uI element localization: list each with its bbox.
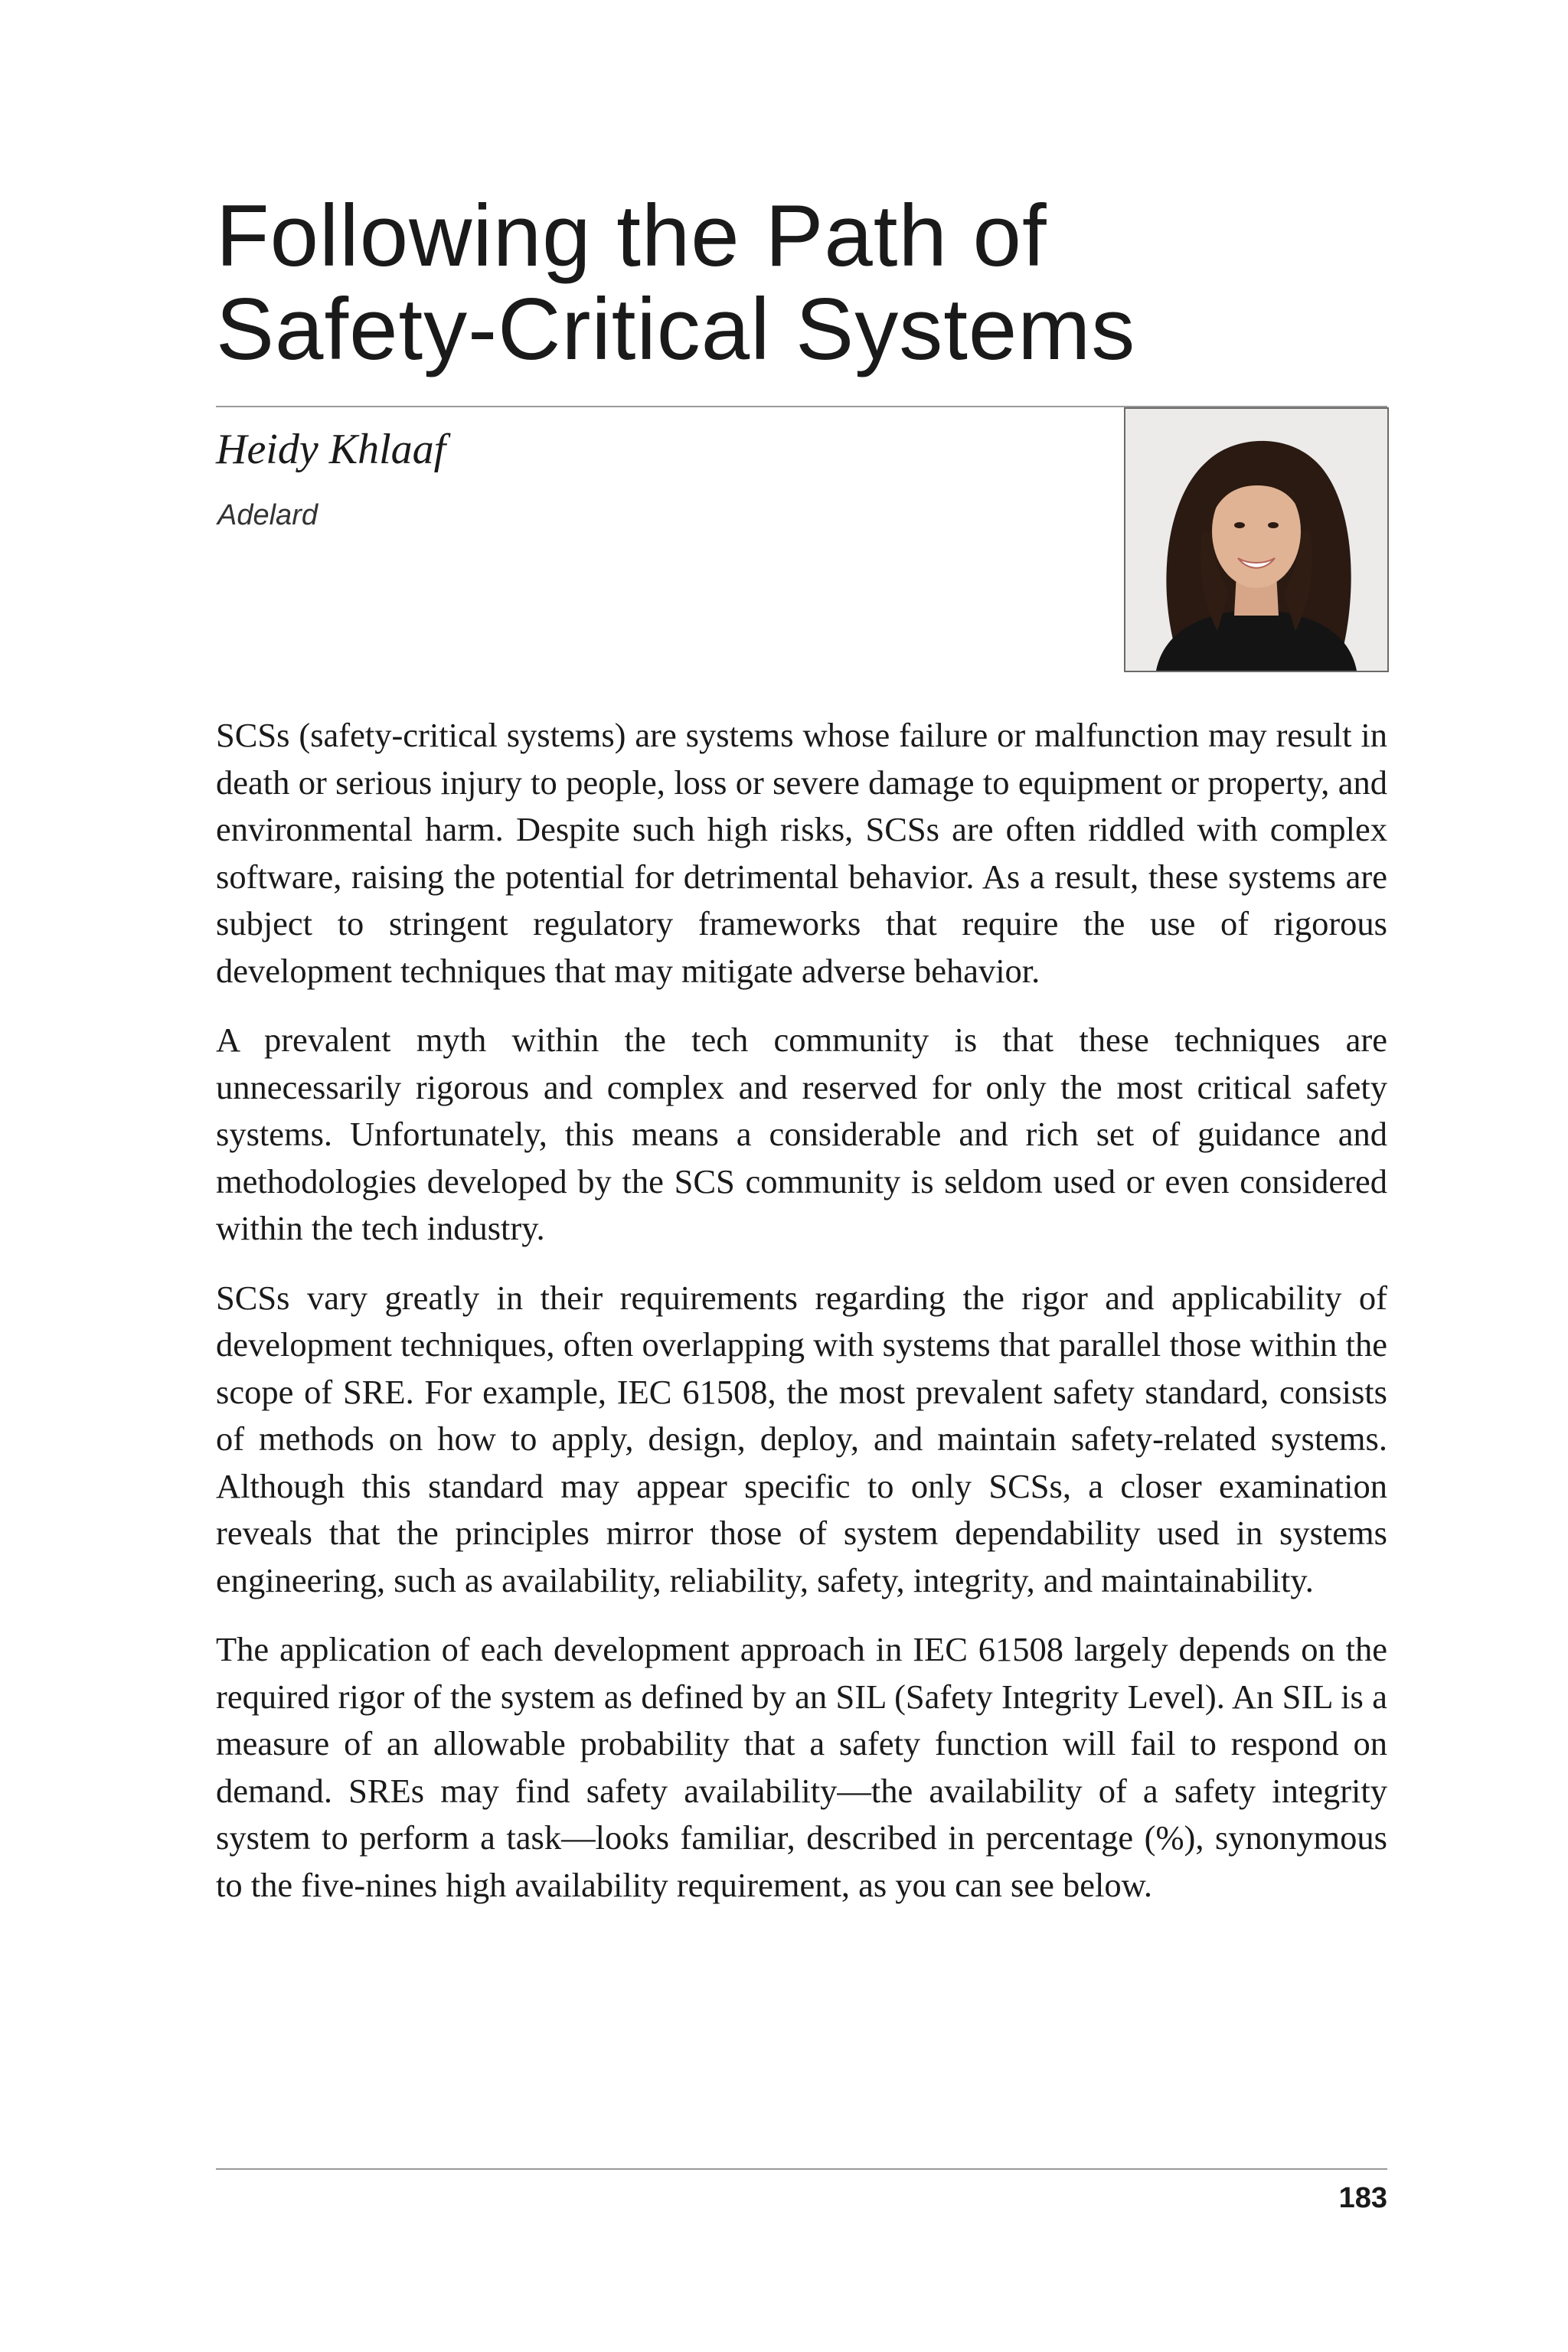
author-name: Heidy Khlaaf bbox=[216, 426, 446, 473]
chapter-title-line-1: Following the Path of bbox=[216, 188, 1047, 285]
body-paragraph-4: The application of each development approach in IEC 61508 largely depends on the required rigor of the system as defined by an SIL (Safety Integrity Level). An SIL is a measure of an allowable probability that a safety function will fail to respond on demand. SREs may find safety availability—the availability of a safety integrity system to perform a task—looks familiar, described in percentage (%), synonymous to the five-nines high availability requirement, as you can see below. bbox=[216, 1630, 1387, 1904]
author-affiliation: Adelard bbox=[217, 499, 318, 531]
body-paragraph-1: SCSs (safety-critical systems) are systems whose failure or malfunction may result in death or serious injury to people, loss or severe damage to equipment or property, and environmental harm. Despite such high risks, SCSs are often riddled with complex software, raising the potential for detrimental behavior. As a result, these systems are subject to stringent regulatory frameworks that require the use of rigorous development techniques that may mitigate adverse behavior. bbox=[216, 716, 1387, 990]
body-paragraph-3: SCSs vary greatly in their requirements regarding the rigor and applicability of development techniques, often overlapping with systems that parallel those within the scope of SRE. For example, IEC 61508, the most prevalent safety standard, consists of methods on how to apply, design, deploy, and maintain safety-related systems. Although this standard may appear specific to only SCSs, a closer examination reveals that the principles mirror those of system dependability used in systems engineering, such as availability, reliability, safety, integrity, and maintainability. bbox=[216, 1278, 1387, 1599]
body-paragraph-2: A prevalent myth within the tech community is that these techniques are unnecessarily rigorous and complex and reserved for only the most critical safety systems. Unfortunately, this means a considerable and rich set of guidance and methodologies developed by the SCS community is seldom used or even considered within the tech industry. bbox=[216, 1021, 1387, 1247]
chapter-title-line-2: Safety-Critical Systems bbox=[216, 281, 1136, 378]
chapter-body bbox=[216, 712, 1387, 1931]
page-number: 183 bbox=[1338, 2182, 1387, 2214]
chapter-title bbox=[216, 190, 1395, 377]
footer-divider bbox=[216, 2168, 1387, 2170]
author-portrait bbox=[1124, 407, 1389, 672]
